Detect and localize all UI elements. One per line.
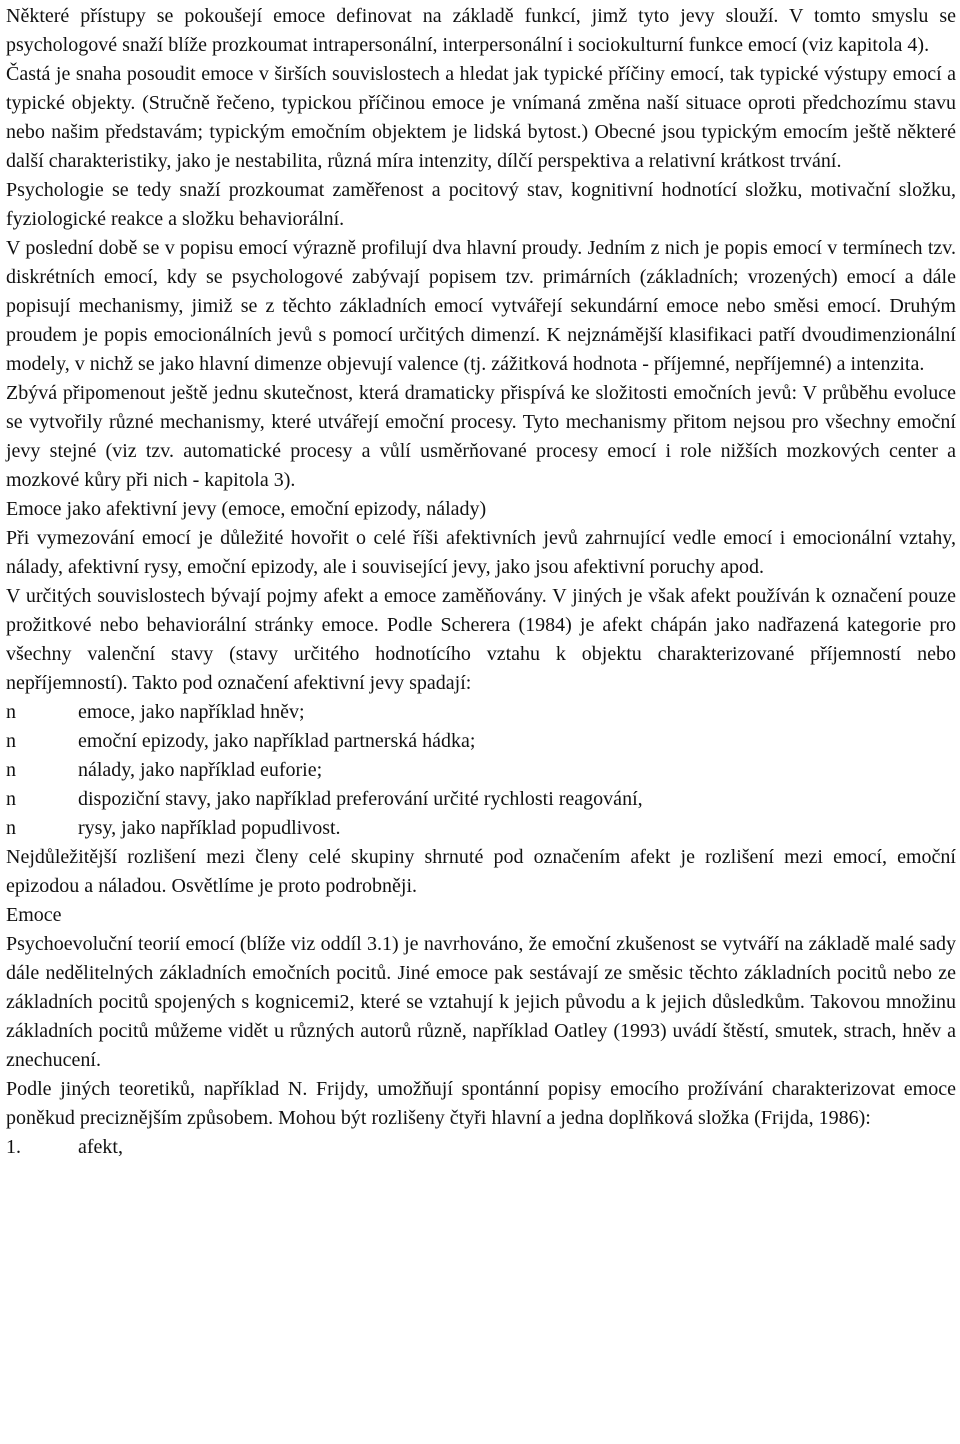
section-heading-affective-phenomena: Emoce jako afektivní jevy (emoce, emoční epizody, nálady) — [6, 498, 487, 520]
paragraph-psychology-components: Psychologie se tedy snaží prozkoumat zaměřenost a pocitový stav, kognitivní hodnotící složku, motivační složku, fyziologické reakce a složku behaviorální. — [6, 179, 956, 230]
affective-phenomena-list — [6, 698, 956, 843]
list-item-text: emoční epizody, jako například partnerská hádka; — [78, 730, 476, 752]
document-page — [6, 2, 956, 1162]
paragraph-functions: Některé přístupy se pokoušejí emoce definovat na základě funkcí, jimž tyto jevy slouží. V tomto smyslu se psychologové snaží blíže prozkoumat intrapersonální, interpersonální i sociokulturní funkce emocí (viz kapitola 4). — [6, 5, 956, 56]
numbered-list-item — [6, 1133, 956, 1162]
list-item-text: emoce, jako například hněv; — [78, 701, 305, 723]
list-item-text: afekt, — [78, 1136, 123, 1158]
list-bullet: n — [6, 730, 16, 752]
paragraph-evolution-mechanisms: Zbývá připomenout ještě jednu skutečnost, která dramaticky přispívá ke složitosti emočních jevů: V průběhu evoluce se vytvořily různé mechanismy, které utvářejí emoční procesy. Tyto mechanismy přitom nejsou pro všechny emoční jevy stejné (viz tzv. automatické procesy a vůlí usměrňované procesy emocí i role nižších mozkových center a mozkové kůry při nich - kapitola 3). — [6, 382, 956, 491]
list-item-text: dispoziční stavy, jako například preferování určité rychlosti reagování, — [78, 788, 643, 810]
list-bullet: n — [6, 817, 16, 839]
list-item — [6, 698, 956, 727]
paragraph-affect-definition: V určitých souvislostech bývají pojmy afekt a emoce zaměňovány. V jiných je však afekt používán k označení pouze prožitkové nebo behaviorální stránky emoce. Podle Scherera (1984) je afekt chápán jako nadřazená kategorie pro všechny valenční stavy (stavy určitého hodnotícího vztahu k objektu charakterizované příjemností nebo nepříjemností). Takto pod označení afektivní jevy spadají: — [6, 585, 956, 694]
list-bullet: n — [6, 701, 16, 723]
list-bullet: n — [6, 759, 16, 781]
paragraph-psychoevolutionary: Psychoevoluční teorií emocí (blíže viz oddíl 3.1) je navrhováno, že emoční zkušenost se vytváří na základě malé sady dále nedělitelných základních emočních pocitů. Jiné emoce pak sestávají ze směsic těchto základních pocitů nebo ze základních pocitů spojených s kognicemi2, které se vztahují k jejich původu a k jejich důsledkům. Takovou množinu základních pocitů můžeme vidět u různých autorů různě, například Oatley (1993) uvádí štěstí, smutek, strach, hněv a znechucení. — [6, 933, 956, 1071]
paragraph-affective-realm: Při vymezování emocí je důležité hovořit o celé říši afektivních jevů zahrnující vedle emocí i emocionální vztahy, nálady, afektivní rysy, emoční epizody, ale i související jevy, jako jsou afektivní poruchy apod. — [6, 527, 956, 578]
paragraph-distinction: Nejdůležitější rozlišení mezi členy celé skupiny shrnuté pod označením afekt je rozlišení mezi emocí, emoční epizodou a náladou. Osvětlíme je proto podrobněji. — [6, 846, 956, 897]
list-bullet: n — [6, 788, 16, 810]
list-item-text: nálady, jako například euforie; — [78, 759, 323, 781]
list-item — [6, 727, 956, 756]
list-item-text: rysy, jako například popudlivost. — [78, 817, 341, 839]
section-heading-emotion: Emoce — [6, 904, 62, 926]
paragraph-frijda: Podle jiných teoretiků, například N. Frijdy, umožňují spontánní popisy emocího prožívání charakterizovat emoce poněkud preciznějším způsobem. Mohou být rozlišeny čtyři hlavní a jedna doplňková složka (Frijda, 1986): — [6, 1078, 956, 1129]
list-number: 1. — [6, 1136, 21, 1158]
paragraph-two-streams: V poslední době se v popisu emocí výrazně profilují dva hlavní proudy. Jedním z nich je popis emocí v termínech tzv. diskrétních emocí, kdy se psychologové zabývají popisem tzv. primárních (základních; vrozených) emocí a dále popisují mechanismy, jimiž se z těchto základních emocí vytvářejí sekundární emoce nebo směsi emocí. Druhým proudem je popis emocionálních jevů s pomocí určitých dimenzí. K nejznámější klasifikaci patří dvoudimenzionální modely, v nichž se jako hlavní dimenze objevují valence (tj. zážitková hodnota - příjemné, nepříjemné) a intenzita. — [6, 237, 956, 375]
paragraph-causes: Častá je snaha posoudit emoce v širších souvislostech a hledat jak typické příčiny emocí, tak typické výstupy emocí a typické objekty. (Stručně řečeno, typickou příčinou emoce je vnímaná změna naší situace oproti předchozímu stavu nebo našim představám; typickým emočním objektem je lidská bytost.) Obecné jsou typickým emocím ještě některé další charakteristiky, jako je nestabilita, různá míra intenzity, dílčí perspektiva a relativní krátkost trvání. — [6, 63, 956, 172]
list-item — [6, 756, 956, 785]
list-item — [6, 785, 956, 814]
list-item — [6, 814, 956, 843]
